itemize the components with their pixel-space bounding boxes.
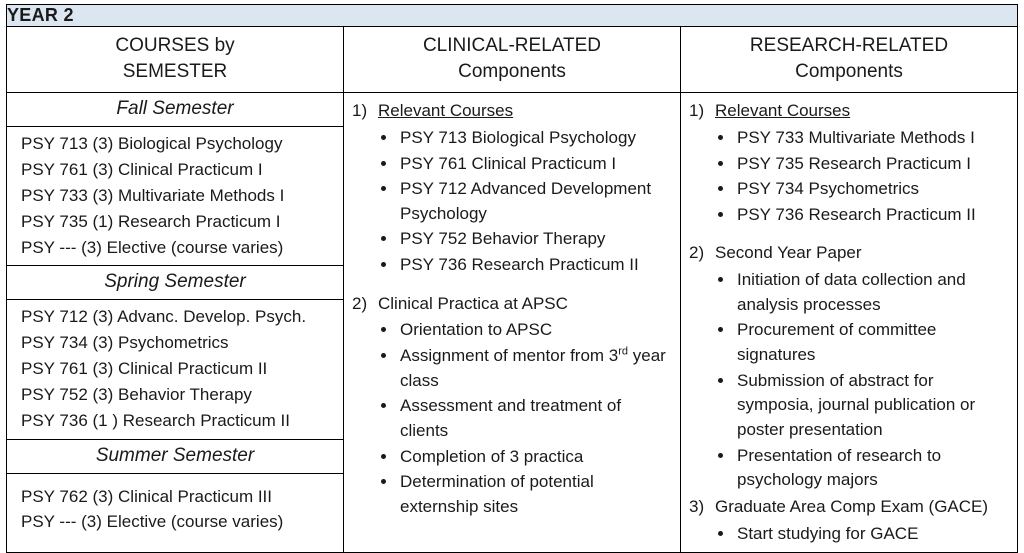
course-item: PSY 733 (3) Multivariate Methods I	[21, 185, 285, 205]
semester-courses-row-fall	[7, 127, 343, 266]
spacer	[689, 229, 1009, 241]
course-item: PSY 735 (1) Research Practicum I	[21, 211, 281, 231]
semester-title-cell-spring	[7, 266, 343, 300]
list-item: • Assignment of mentor from 3rd year class	[398, 344, 672, 393]
list-item: • Submission of abstract for symposia, journal publication or poster presentation	[735, 369, 1009, 443]
semester-title-cell-fall	[7, 93, 343, 127]
year-header-row	[7, 5, 1018, 27]
semester-title-summer: Summer Semester	[95, 444, 255, 466]
year-2-curriculum-table	[6, 4, 1018, 553]
semester-title-cell-summer	[7, 439, 343, 473]
list-item: • Orientation to APSC	[398, 318, 672, 343]
research-item-3-heading: Graduate Area Comp Exam (GACE)	[715, 496, 989, 516]
course-item: PSY 761 (3) Clinical Practicum II	[21, 359, 268, 379]
semester-title-row-summer	[7, 439, 343, 473]
list-marker: 3)	[689, 496, 705, 516]
clinical-header-line1: CLINICAL-RELATED	[422, 35, 602, 56]
list-item: • Presentation of research to psychology majors	[735, 444, 1009, 493]
course-item: PSY 734 (3) Psychometrics	[21, 333, 229, 353]
clinical-header-line2: Components	[458, 60, 566, 82]
research-item-2-bullets	[689, 268, 1009, 493]
research-item-3	[689, 495, 1009, 520]
course-item: PSY 761 (3) Clinical Practicum I	[21, 160, 263, 180]
list-item: • Procurement of committee signatures	[735, 318, 1009, 367]
clinical-item-1-bullets	[352, 126, 672, 278]
list-item: • PSY 734 Psychometrics	[735, 177, 1009, 202]
clinical-item-2-heading: Clinical Practica at APSC	[378, 293, 568, 313]
semester-courses-row-summer	[7, 473, 343, 540]
research-item-2-heading: Second Year Paper	[715, 243, 862, 263]
list-item: • PSY 761 Clinical Practicum I	[398, 152, 672, 177]
clinical-cell	[344, 93, 681, 553]
content-row	[7, 93, 1018, 553]
list-item: • Start studying for GACE	[735, 522, 1009, 547]
semester-courses-row-spring	[7, 300, 343, 439]
semester-courses-cell-spring	[7, 300, 343, 439]
clinical-column-header	[344, 27, 681, 93]
list-marker: 1)	[352, 101, 368, 121]
list-item: • PSY 713 Biological Psychology	[398, 126, 672, 151]
research-item-2	[689, 241, 1009, 266]
list-item: • PSY 733 Multivariate Methods I	[735, 126, 1009, 151]
course-item: PSY 752 (3) Behavior Therapy	[21, 384, 252, 404]
research-item-1-heading: Relevant Courses	[715, 101, 851, 121]
courses-cell	[7, 93, 344, 553]
list-item: • PSY 735 Research Practicum I	[735, 152, 1009, 177]
clinical-item-1-heading: Relevant Courses	[378, 101, 514, 121]
semester-table	[7, 93, 343, 540]
course-item: PSY --- (3) Elective (course varies)	[21, 512, 284, 532]
list-marker: 1)	[689, 101, 705, 121]
courses-header-line1: COURSES by	[115, 35, 235, 56]
course-item: PSY 762 (3) Clinical Practicum III	[21, 486, 272, 506]
courses-column-header	[7, 27, 344, 93]
research-item-3-bullets	[689, 522, 1009, 547]
clinical-item-1	[352, 99, 672, 124]
semester-title-row-spring	[7, 266, 343, 300]
spacer	[352, 280, 672, 292]
list-item: • PSY 736 Research Practicum II	[398, 253, 672, 278]
research-item-1	[689, 99, 1009, 124]
clinical-item-2	[352, 292, 672, 317]
list-marker: 2)	[689, 243, 705, 263]
courses-header-line2: SEMESTER	[122, 60, 228, 82]
semester-title-fall: Fall Semester	[116, 98, 234, 120]
course-item: PSY 712 (3) Advanc. Develop. Psych.	[21, 307, 307, 327]
semester-courses-cell-fall	[7, 127, 343, 266]
list-item: • Completion of 3 practica	[398, 445, 672, 470]
list-item: • PSY 752 Behavior Therapy	[398, 227, 672, 252]
list-item: • PSY 712 Advanced Development Psychology	[398, 177, 672, 226]
research-header-line2: Components	[795, 60, 903, 82]
research-cell	[681, 93, 1018, 553]
course-item: PSY 736 (1 ) Research Practicum II	[21, 410, 290, 430]
list-item: • Assessment and treatment of clients	[398, 394, 672, 443]
year-label: YEAR 2	[7, 5, 1018, 27]
course-item: PSY 713 (3) Biological Psychology	[21, 134, 283, 154]
list-marker: 2)	[352, 293, 368, 313]
clinical-item-2-bullets	[352, 318, 672, 519]
semester-courses-cell-summer	[7, 473, 343, 540]
semester-title-row-fall	[7, 93, 343, 127]
list-item: • PSY 736 Research Practicum II	[735, 203, 1009, 228]
research-header-line1: RESEARCH-RELATED	[749, 35, 949, 56]
list-item: • Determination of potential externship sites	[398, 470, 672, 519]
column-header-row	[7, 27, 1018, 93]
list-item: • Initiation of data collection and analysis processes	[735, 268, 1009, 317]
semester-title-spring: Spring Semester	[104, 271, 246, 293]
course-item: PSY --- (3) Elective (course varies)	[21, 237, 284, 257]
research-column-header	[681, 27, 1018, 93]
research-item-1-bullets	[689, 126, 1009, 228]
